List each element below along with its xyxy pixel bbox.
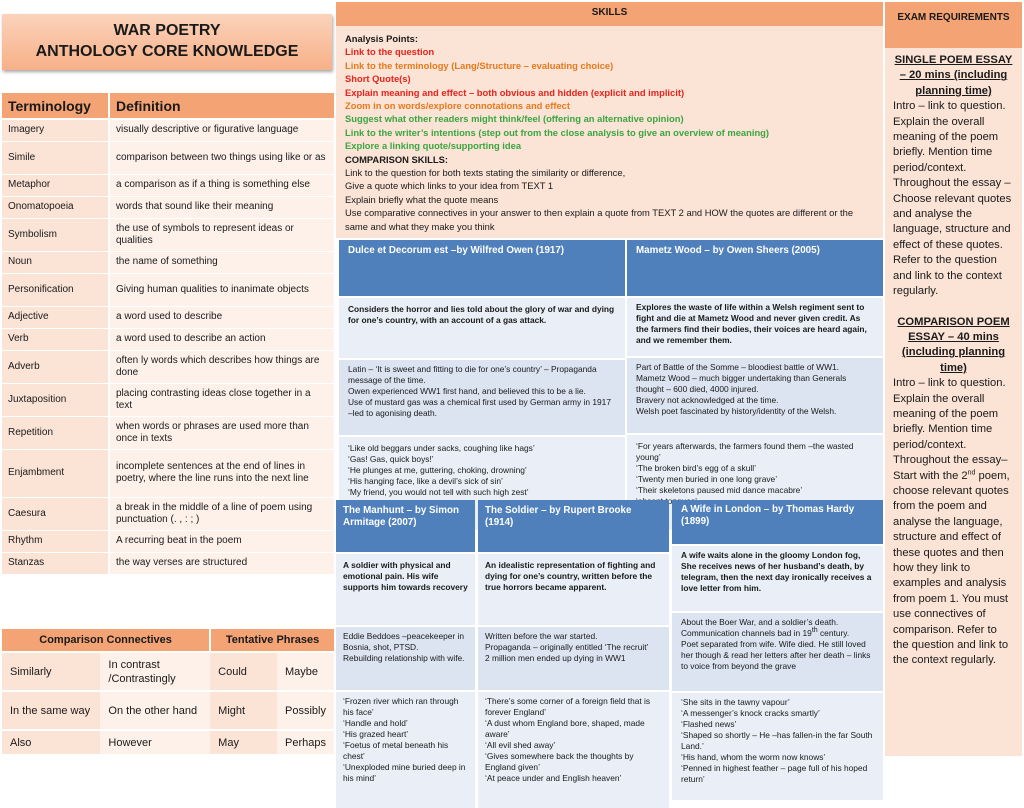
terminology-table [2, 93, 334, 575]
poem-mametz-summary: Explores the waste of life within a Welsh regiment sent to fight and die at Mametz Wood and never given credit. As the farmers find their bodies, their voices are heard again, and we remember them. [627, 298, 883, 356]
comparison-line-3: Explain briefly what the quote means [345, 193, 499, 205]
terminology-row [2, 552, 334, 574]
definition-cell: a break in the middle of a line of poem using punctuation (. , : ; ) [109, 497, 334, 530]
poem-manhunt-context [336, 627, 475, 690]
poem-manhunt-quotes [336, 692, 475, 808]
analysis-points-title: Analysis Points: [345, 33, 418, 44]
term-cell: Simile [2, 141, 109, 174]
term-cell: Adjective [2, 306, 109, 328]
connectives-table [2, 629, 334, 754]
definition-header: Definition [109, 93, 334, 119]
poem-dulce-context-2: Owen experienced WW1 first hand, and believed this to be a lie. [348, 386, 586, 396]
analysis-point: Link to the writer’s intentions (step out from the close analysis to give an overview of meaning) [345, 126, 770, 138]
poem-manhunt-context-2: Rebuilding relationship with wife. [343, 653, 465, 663]
definition-cell: A recurring beat in the poem [109, 530, 334, 552]
comparison-line-4: Use comparative connectives in your answer to then explain a quote from TEXT 2 and HOW the quotes are different or the same and what they make you think [345, 207, 854, 232]
term-cell: Metaphor [2, 174, 109, 196]
analysis-point: Suggest what other readers might think/feel (offering an alternative opinion) [345, 113, 684, 125]
single-essay-title: SINGLE POEM ESSAY – 20 mins (including planning time) [894, 54, 1013, 97]
analysis-point: Explore a linking quote/supporting idea [345, 140, 522, 152]
terminology-row [2, 141, 334, 174]
poem-manhunt-context-1: Eddie Beddoes –peacekeeper in Bosnia, shot, PTSD. [343, 631, 465, 652]
poem-soldier-quote: ‘There’s some corner of a foreign field that is forever England’ [485, 696, 651, 717]
definition-cell: comparison between two things using like or as [109, 141, 334, 174]
poem-manhunt-title: The Manhunt – by Simon Armitage (2007) [336, 500, 475, 552]
definition-cell: visually descriptive or figurative language [109, 119, 334, 141]
terminology-row [2, 449, 334, 497]
term-cell: Repetition [2, 416, 109, 449]
poem-manhunt-quote: ‘Handle and hold’ [343, 718, 408, 728]
title-line-1: WAR POETRY [113, 22, 221, 39]
title-line-2: ANTHOLOGY CORE KNOWLEDGE [35, 43, 299, 60]
terminology-row [2, 119, 334, 141]
poem-london-panel [672, 500, 883, 784]
poem-dulce-quote: ‘He plunges at me, guttering, choking, drowning’ [348, 465, 527, 475]
poem-london-context-2 [681, 628, 874, 639]
terminology-row [2, 196, 334, 218]
poem-mametz-quote: ‘For years afterwards, the farmers found them –the wasted young’ [636, 441, 854, 462]
tentative-phrase-cell: May [210, 730, 277, 754]
terminology-row [2, 350, 334, 383]
analysis-point: Link to the question [345, 46, 435, 58]
definition-cell: placing contrasting ideas close together in a text [109, 383, 334, 416]
terminology-header: Terminology [2, 93, 109, 119]
poem-soldier-quote: ‘At peace under and English heaven’ [485, 773, 622, 783]
poem-london-context-2a: Communication channels bad in 19 [681, 628, 812, 638]
comparison-connective-cell: Similarly [2, 652, 100, 691]
definition-cell: incomplete sentences at the end of lines in poetry, where the line runs into the next line [109, 449, 334, 497]
poem-manhunt-quote: ‘Frozen river which ran through his face’ [343, 696, 459, 717]
definition-cell: the use of symbols to represent ideas or qualities [109, 218, 334, 251]
comparison-connectives-header: Comparison Connectives [2, 629, 210, 652]
poem-dulce-quote: ‘Like old beggars under sacks, coughing like hags’ [348, 443, 535, 453]
connectives-row [2, 652, 334, 691]
poem-soldier-quote: ‘A dust whom England bore, shaped, made aware’ [485, 718, 645, 739]
definition-cell: the way verses are structured [109, 552, 334, 574]
poem-dulce-title: Dulce et Decorum est –by Wilfred Owen (1917) [339, 240, 625, 296]
poem-london-quote: ‘Shaped so shortly – He –has fallen-in the far South Land.’ [681, 730, 873, 751]
definition-cell: Giving human qualities to inanimate objects [109, 273, 334, 306]
terminology-row [2, 251, 334, 273]
poem-dulce-context-1: Latin – ‘It is sweet and fitting to die for one’s country’ – Propaganda message of the time. [348, 364, 597, 385]
connectives-row [2, 691, 334, 730]
poem-soldier-title: The Soldier – by Rupert Brooke (1914) [478, 500, 669, 552]
poem-soldier-panel [478, 500, 669, 783]
poem-soldier-context-2: Propaganda – originally entitled ‘The recruit’ [485, 642, 649, 652]
term-cell: Onomatopoeia [2, 196, 109, 218]
tentative-phrase-cell: Maybe [277, 652, 334, 691]
terminology-row [2, 174, 334, 196]
terminology-rows [2, 119, 334, 574]
poem-london-title: A Wife in London – by Thomas Hardy (1899) [672, 500, 883, 544]
poem-soldier-quotes [478, 692, 669, 808]
comparison-line-1: Link to the question for both texts stating the similarity or difference, [345, 167, 626, 179]
comparison-connective-cell: However [100, 730, 210, 754]
term-cell: Adverb [2, 350, 109, 383]
analysis-points [345, 45, 874, 152]
poem-manhunt-quote: ‘His grazed heart’ [343, 729, 409, 739]
term-cell: Personification [2, 273, 109, 306]
poem-london-quote: ‘Flashed news’ [681, 719, 737, 729]
comparison-essay-title: COMPARISON POEM ESSAY – 40 mins (including planning time) [897, 315, 1010, 374]
poem-dulce-quote: ‘My friend, you would not tell with such high zest’ [348, 487, 529, 497]
definition-cell: words that sound like their meaning [109, 196, 334, 218]
term-cell: Caesura [2, 497, 109, 530]
tentative-phrase-cell: Could [210, 652, 277, 691]
poem-soldier-summary: An idealistic representation of fighting and dying for one’s country, written before the true horrors became apparent. [478, 554, 669, 625]
poem-dulce-quote: ‘Gas! Gas, quick boys!’ [348, 454, 434, 464]
poem-dulce-quote: ‘His hanging face, like a devil’s sick of sin’ [348, 476, 503, 486]
comparison-connective-cell: In the same way [2, 691, 100, 730]
poem-mametz-context-3: Bravery not acknowledged at the time. [636, 395, 779, 405]
term-cell: Verb [2, 328, 109, 350]
terminology-row [2, 218, 334, 251]
poem-london-quote: ‘A messenger’s knock cracks smartly’ [681, 708, 820, 718]
definition-cell: often ly words which describes how things are done [109, 350, 334, 383]
skills-panel [336, 26, 883, 238]
poem-london-summary: A wife waits alone in the gloomy London fog, She receives news of her husband’s death, by telegram, then the next day ironically receives a love letter from him. [672, 546, 883, 611]
exam-requirements-panel [885, 48, 1022, 756]
poem-dulce-context [339, 360, 625, 435]
comparison-connective-cell: Also [2, 730, 100, 754]
poem-mametz-context-1: Part of Battle of the Somme – bloodiest battle of WW1. [636, 362, 839, 372]
poem-manhunt-quote: ‘Unexploded mine buried deep in his mind’ [343, 762, 466, 783]
term-cell: Enjambment [2, 449, 109, 497]
term-cell: Noun [2, 251, 109, 273]
poem-london-quote: ‘She sits in the tawny vapour’ [681, 697, 790, 707]
skills-header: SKILLS [336, 2, 883, 26]
tentative-phrase-cell: Might [210, 691, 277, 730]
comparison-essay-sup: nd [967, 468, 976, 476]
poem-dulce-summary: Considers the horror and lies told about the glory of war and dying for one’s country, with an account of a gas attack. [339, 298, 625, 358]
poem-mametz-quote: ‘Their skeletons paused mid dance macabre’ [636, 485, 803, 495]
comparison-connective-cell: On the other hand [100, 691, 210, 730]
terminology-row [2, 530, 334, 552]
comparison-essay-text [893, 376, 1014, 669]
poem-manhunt-summary: A soldier with physical and emotional pain. His wife supports him towards recovery [336, 554, 475, 625]
comparison-essay-text-a: Intro – link to question. Explain the overall meaning of the poem briefly. Mention time period/context. Throughout the essay– Start with the 2 [893, 377, 1008, 482]
poem-mametz-context-4: Welsh poet fascinated by history/identity of the Welsh. [636, 406, 837, 416]
poem-london-quote: ‘His hand, whom the worm now knows’ [681, 752, 826, 762]
tentative-phrase-cell: Perhaps [277, 730, 334, 754]
term-cell: Imagery [2, 119, 109, 141]
poem-manhunt-panel [336, 500, 475, 783]
definition-cell: a word used to describe an action [109, 328, 334, 350]
comparison-line-2: Give a quote which links to your idea from TEXT 1 [345, 180, 554, 192]
terminology-row [2, 273, 334, 306]
poem-soldier-context [478, 627, 669, 690]
analysis-point: Short Quote(s) [345, 73, 411, 85]
poem-mametz-quote: ‘The broken bird’s egg of a skull’ [636, 463, 756, 473]
poem-manhunt-quote: ‘Foetus of metal beneath his chest’ [343, 740, 449, 761]
poem-soldier-context-3: 2 million men ended up dying in WW1 [485, 653, 626, 663]
comparison-essay-text-b: poem, choose relevant quotes from the poem and analyse the language, structure and effect of these quotes and then how they link to examples and analysis from poem 1. You must use connectives of comparison. Refer to the question and link to the context regularly. [893, 469, 1010, 667]
page-title [2, 14, 332, 70]
term-cell: Juxtaposition [2, 383, 109, 416]
comparison-connective-cell: In contrast /Contrastingly [100, 652, 210, 691]
definition-cell: a word used to describe [109, 306, 334, 328]
definition-cell: a comparison as if a thing is something else [109, 174, 334, 196]
comparison-skills-title: COMPARISON SKILLS: [345, 153, 448, 165]
poem-london-context-2c: century. [817, 628, 850, 638]
terminology-row [2, 383, 334, 416]
connectives-rows [2, 652, 334, 754]
term-cell: Symbolism [2, 218, 109, 251]
poem-mametz-context [627, 358, 883, 433]
analysis-point: Explain meaning and effect – both obvious and hidden (explicit and implicit) [345, 86, 685, 98]
poem-london-quote: ‘Penned in highest feather – page full of his hoped return’ [681, 763, 868, 784]
poem-dulce-context-3: Use of mustard gas was a chemical first used by German army in 1917 –led to agonising death. [348, 397, 611, 418]
analysis-point: Link to the terminology (Lang/Structure – evaluating choice) [345, 59, 614, 71]
poem-mametz-quote: ‘Twenty men buried in one long grave’ [636, 474, 778, 484]
poem-london-quotes [672, 693, 883, 800]
definition-cell: when words or phrases are used more than once in texts [109, 416, 334, 449]
poem-dulce-panel [339, 240, 625, 497]
poem-london-context-3: Poet separated from wife. Wife died. He still loved her though & read her letters after her death – links to voice from beyond the grave [681, 639, 871, 671]
tentative-phrase-cell: Possibly [277, 691, 334, 730]
terminology-row [2, 497, 334, 530]
terminology-row [2, 306, 334, 328]
poem-soldier-context-1: Written before the war started. [485, 631, 598, 641]
poem-london-context-sup: th [811, 627, 818, 635]
exam-requirements-header: EXAM REQUIREMENTS [885, 2, 1022, 48]
definition-cell: the name of something [109, 251, 334, 273]
poem-london-context-1: About the Boer War, and a soldier’s death. [681, 617, 839, 627]
term-cell: Stanzas [2, 552, 109, 574]
terminology-row [2, 416, 334, 449]
poem-mametz-title: Mametz Wood – by Owen Sheers (2005) [627, 240, 883, 296]
poem-mametz-context-2: Mametz Wood – much bigger undertaking than Generals thought – 600 died, 4000 injured. [636, 373, 847, 394]
single-essay-text: Intro – link to question. Explain the overall meaning of the poem briefly. Mention time period/context. Throughout the essay – Choose relevant quotes and analyse the language, structure and effect of these quotes. Refer to the question and link to the context regularly. [893, 100, 1012, 298]
poem-london-context [672, 613, 883, 691]
poem-soldier-quote: ‘All evil shed away’ [485, 740, 556, 750]
poem-mametz-panel [627, 240, 883, 496]
tentative-phrases-header: Tentative Phrases [210, 629, 334, 652]
terminology-row [2, 328, 334, 350]
poem-soldier-quote: ‘Gives somewhere back the thoughts by England given’ [485, 751, 634, 772]
term-cell: Rhythm [2, 530, 109, 552]
connectives-row [2, 730, 334, 754]
analysis-point: Zoom in on words/explore connotations and effect [345, 100, 571, 112]
